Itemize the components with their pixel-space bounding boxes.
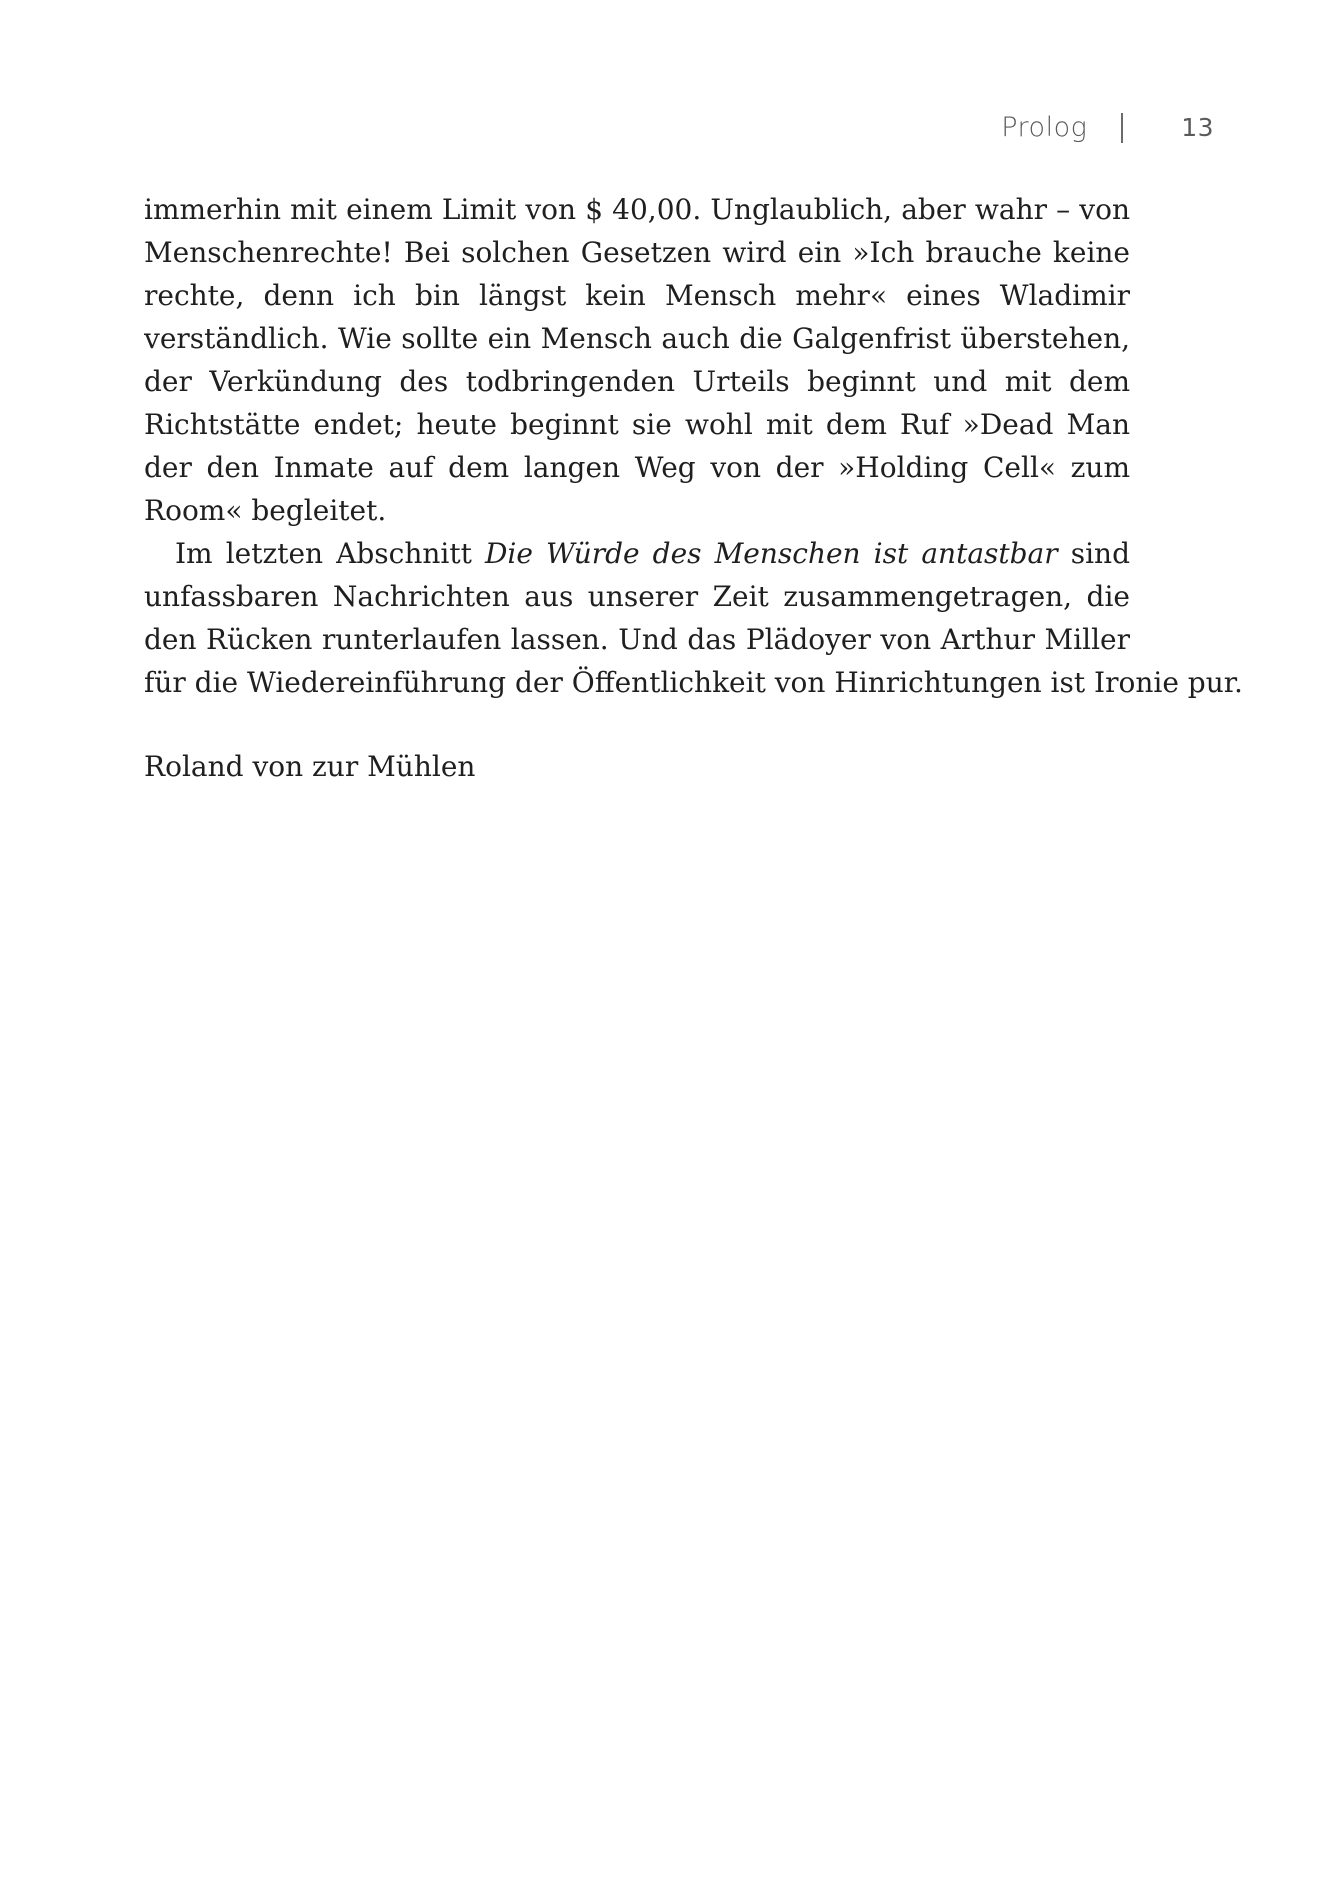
- header-separator: [1121, 113, 1123, 143]
- text-line: Room« begleitet.: [144, 494, 387, 527]
- text-line: verständlich. Wie sollte ein Mensch auch die Galgenfrist überstehen,: [144, 322, 1130, 355]
- text-line: [144, 532, 1130, 575]
- text-line: der den Inmate auf dem langen Weg von der »Holding Cell« zum: [144, 451, 1130, 484]
- section-reference: Die Würde des Menschen ist antastbar: [484, 537, 1058, 570]
- body-text: [144, 188, 1243, 788]
- text-run: sind: [1070, 537, 1130, 570]
- text-line: Menschenrechte! Bei solchen Gesetzen wird ein »Ich brauche keine: [144, 236, 1130, 269]
- text-line: für die Wiedereinführung der Öffentlichkeit von Hinrichtungen ist Ironie pur.: [144, 666, 1243, 699]
- text-line: Richtstätte endet; heute beginnt sie wohl mit dem Ruf »Dead Man: [144, 408, 1130, 441]
- running-header: [1000, 112, 1214, 143]
- text-line: immerhin mit einem Limit von $ 40,00. Unglaublich, aber wahr – von: [144, 193, 1130, 226]
- text-line: unfassbaren Nachrichten aus unserer Zeit zusammengetragen, die: [144, 580, 1130, 613]
- paragraph-2: [144, 532, 1243, 704]
- section-title: Prolog: [1001, 112, 1088, 143]
- author-name: Roland von zur Mühlen: [144, 750, 476, 783]
- text-line: den Rücken runterlaufen lassen. Und das Plädoyer von Arthur Miller: [144, 623, 1130, 656]
- text-run: Im letzten Abschnitt: [175, 537, 485, 570]
- text-line: der Verkündung des todbringenden Urteils beginnt und mit dem: [144, 365, 1130, 398]
- author-signature: [144, 745, 1130, 788]
- text-line: rechte, denn ich bin längst kein Mensch mehr« eines Wladimir: [144, 279, 1130, 312]
- page-number: 13: [1181, 113, 1214, 142]
- paragraph-1: [144, 188, 1130, 532]
